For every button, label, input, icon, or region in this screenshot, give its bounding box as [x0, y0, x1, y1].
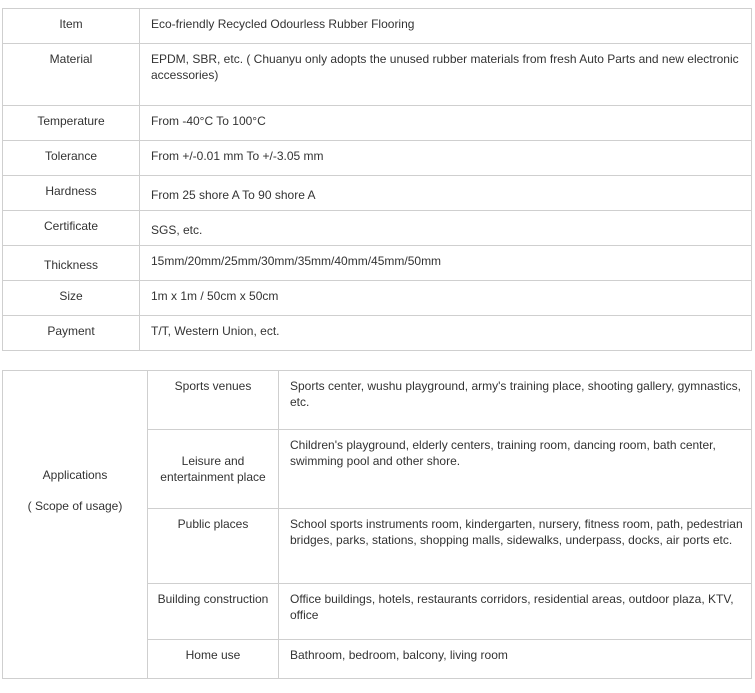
spec-value-size: 1m x 1m / 50cm x 50cm: [140, 281, 752, 316]
table-row: [3, 246, 752, 281]
spec-label-temperature: Temperature: [3, 106, 140, 141]
table-row: [3, 316, 752, 351]
table-row: [3, 176, 752, 211]
spec-value-hardness: From 25 shore A To 90 shore A: [140, 176, 752, 211]
application-detail: Office buildings, hotels, restaurants corridors, residential areas, outdoor plaza, KTV, office: [279, 584, 752, 640]
application-detail: Children's playground, elderly centers, training room, dancing room, bath center, swimming pool and other shore.: [279, 430, 752, 509]
application-category: Building construction: [148, 584, 279, 640]
spec-value-tolerance: From +/-0.01 mm To +/-3.05 mm: [140, 141, 752, 176]
application-category: Sports venues: [148, 371, 279, 430]
spec-table: [2, 8, 752, 351]
spec-label-tolerance: Tolerance: [3, 141, 140, 176]
spec-label-material: Material: [3, 44, 140, 106]
spec-label-hardness: Hardness: [3, 176, 140, 211]
application-category: Leisure and entertainment place: [148, 430, 279, 509]
applications-title: Applications: [42, 467, 108, 482]
spec-value-item: Eco-friendly Recycled Odourless Rubber Flooring: [140, 9, 752, 44]
application-detail: Bathroom, bedroom, balcony, living room: [279, 640, 752, 679]
table-row: [3, 281, 752, 316]
application-category: Home use: [148, 640, 279, 679]
spec-value-certificate: SGS, etc.: [140, 211, 752, 246]
application-detail: School sports instruments room, kindergarten, nursery, fitness room, path, pedestrian bridges, parks, stations, shopping malls, sidewalks, underpass, docks, air ports etc.: [279, 509, 752, 584]
spec-value-payment: T/T, Western Union, ect.: [140, 316, 752, 351]
spec-label-certificate: Certificate: [3, 211, 140, 246]
table-row: [3, 371, 752, 430]
table-row: [3, 211, 752, 246]
applications-heading: [3, 371, 148, 679]
spec-label-payment: Payment: [3, 316, 140, 351]
application-detail: Sports center, wushu playground, army's training place, shooting gallery, gymnastics, etc.: [279, 371, 752, 430]
spec-label-thickness: Thickness: [3, 246, 140, 281]
application-category: Public places: [148, 509, 279, 584]
table-row: [3, 141, 752, 176]
spec-value-material: EPDM, SBR, etc. ( Chuanyu only adopts the unused rubber materials from fresh Auto Parts and new electronic accessories): [140, 44, 752, 106]
spec-label-item: Item: [3, 9, 140, 44]
table-row: [3, 9, 752, 44]
spec-value-temperature: From -40°C To 100°C: [140, 106, 752, 141]
spec-label-size: Size: [3, 281, 140, 316]
applications-table: [2, 370, 752, 679]
applications-subtitle: ( Scope of usage): [27, 498, 123, 513]
table-row: [3, 44, 752, 106]
spec-value-thickness: 15mm/20mm/25mm/30mm/35mm/40mm/45mm/50mm: [140, 246, 752, 281]
table-row: [3, 106, 752, 141]
